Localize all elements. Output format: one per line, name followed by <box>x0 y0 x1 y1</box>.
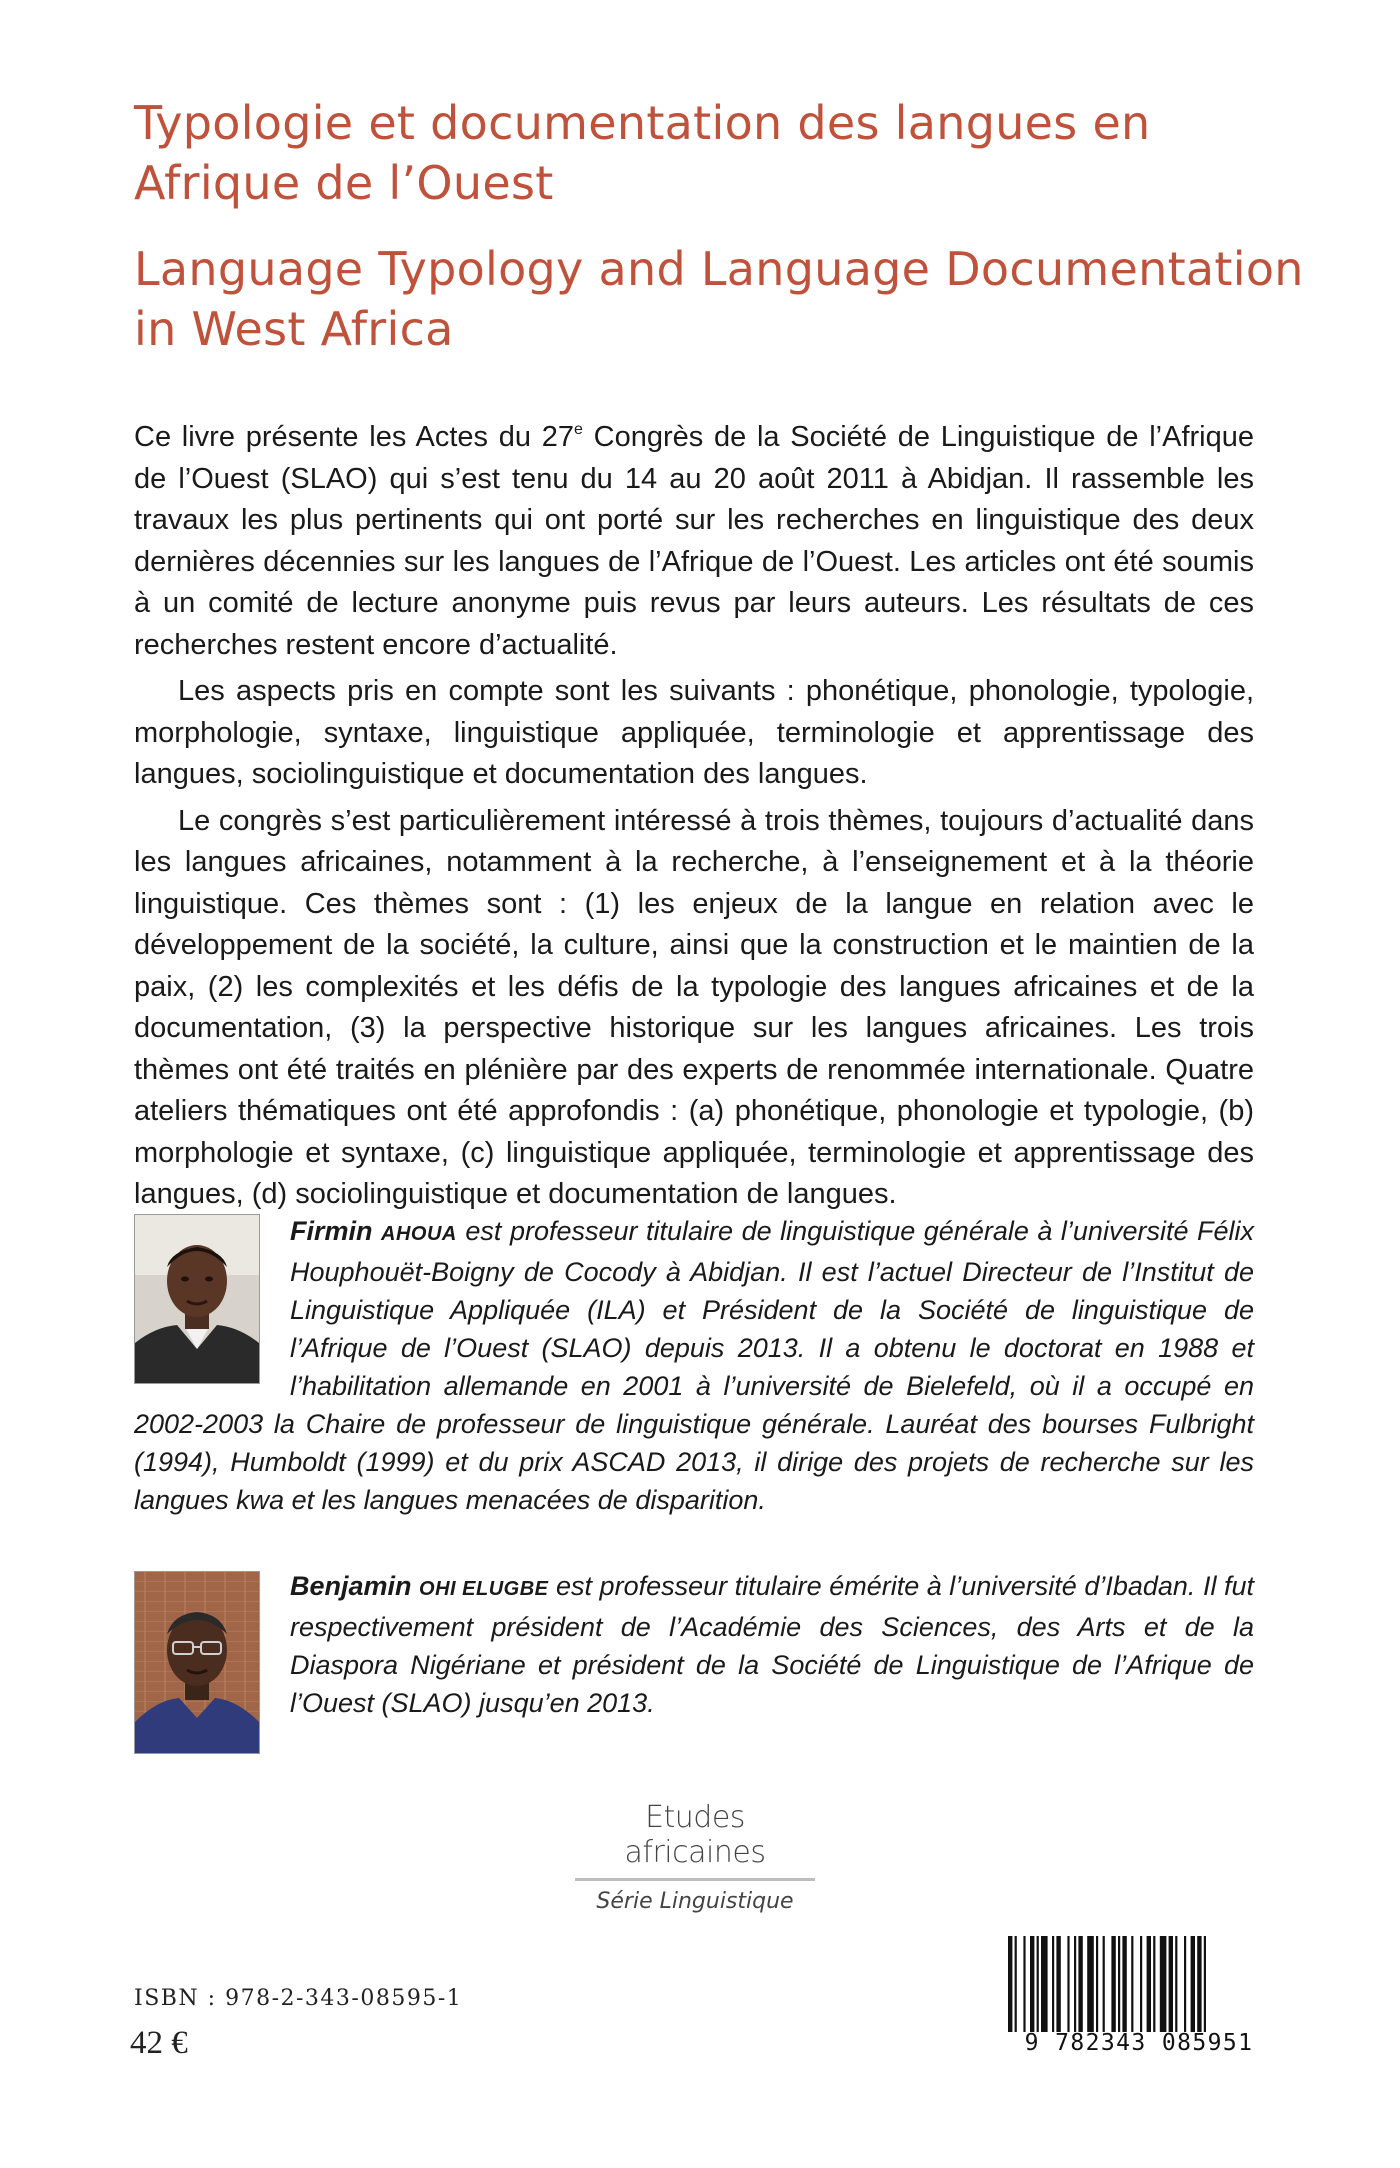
title-english: Language Typology and Language Documentation in West Africa <box>134 242 1304 356</box>
barcode-bar <box>1030 1936 1034 2032</box>
barcode-bar <box>1197 1936 1201 2032</box>
barcode-bar <box>1052 1936 1054 2032</box>
barcode-bar <box>1037 1936 1039 2032</box>
series-logo <box>575 1800 815 1914</box>
isbn: ISBN : 978-2-343-08595-1 <box>134 1986 463 2011</box>
author-bio-1: Firmin AHOUA est professeur titulaire de linguistique générale à l’université Félix Houphouët-Boigny de Cocody à Abidjan. Il est l’actuel Directeur de l’Institut de Linguistique Appliquée (ILA) et Président de la Société de linguistique de l’Afrique de l’Ouest (SLAO) depuis 2013. Il a obtenu le doctorat en 1988 et l’habilitation allemande en 2001 à l’université de Bielefeld, où il a occupé en 2002-2003 la Chaire de professeur de linguistique générale. Lauréat des bourses Fulbright (1994), Humboldt (1999) et du prix ASCAD 2013, il dirige des projets de recherche sur les langues kwa et les langues menacées de disparition. <box>134 1216 1254 1515</box>
barcode-digits: 9 782343 085951 <box>1024 2030 1254 2056</box>
barcode-bar <box>1096 1936 1098 2032</box>
barcode-bar <box>1041 1936 1048 2032</box>
barcode-bar <box>1153 1936 1155 2032</box>
series-name: Etudes africaines <box>575 1800 815 1881</box>
barcode-bar <box>1023 1936 1025 2032</box>
barcode-bar <box>1118 1936 1120 2032</box>
barcode-bar <box>1184 1936 1186 2032</box>
barcode-bar <box>1078 1936 1082 2032</box>
barcode-bar <box>1067 1936 1069 2032</box>
barcode-bar <box>1175 1936 1177 2032</box>
barcode-bar <box>1008 1936 1012 2032</box>
barcode-bar <box>1169 1936 1173 2032</box>
title-french: Typologie et documentation des langues en Afrique de l’Ouest <box>134 96 1151 210</box>
summary-paragraph-1: Ce livre présente les Actes du 27e Congrès de la Société de Linguistique de l’Afrique de l’Ouest (SLAO) qui s’est tenu du 14 au 20 août 2011 à Abidjan. Il rassemble les travaux les plus pertinents qui ont porté sur les recherches en linguistique des deux dernières décennies sur les langues de l’Afrique de l’Ouest. Les articles ont été soumis à un comité de lecture anonyme puis revus par leurs auteurs. Les résultats de ces recherches restent encore d’actualité. <box>134 421 1254 661</box>
author-photo-1 <box>134 1214 260 1384</box>
barcode-bar <box>1191 1936 1195 2032</box>
barcode-bar <box>1131 1936 1133 2032</box>
author-photo-2 <box>134 1571 260 1754</box>
barcode-bar <box>1111 1936 1115 2032</box>
barcode-bar <box>1122 1936 1126 2032</box>
barcode-bar <box>1087 1936 1094 2032</box>
price: 42 € <box>130 2025 188 2061</box>
barcode-bar <box>1160 1936 1167 2032</box>
barcode-bar <box>1074 1936 1076 2032</box>
barcode-bar <box>1204 1936 1206 2032</box>
barcode-bar <box>1015 1936 1017 2032</box>
author-bio-2: Benjamin OHI ELUGBE est professeur titulaire émérite à l’université d’Ibadan. Il fut respectivement président de l’Académie des Sciences, des Arts et de la Diaspora Nigériane et président de la Société de Linguistique de l’Afrique de l’Ouest (SLAO) jusqu’en 2013. <box>134 1567 1254 1760</box>
summary-paragraph-3: Le congrès s’est particulièrement intéressé à trois thèmes, toujours d’actualité dans les langues africaines, notamment à la recherche, à l’enseignement et à la théorie linguistique. Ces thèmes sont : (1) les enjeux de la langue en relation avec le développement de la société, la culture, ainsi que la construction et le maintien de la paix, (2) les complexités et les défis de la typologie des langues africaines et de la documentation, (3) la perspective historique sur les langues africaines. Les trois thèmes ont été traités en plénière par des experts de renommée internationale. Quatre ateliers thématiques ont été approfondis : (a) phonétique, phonologie et typologie, (b) morphologie et syntaxe, (c) linguistique appliquée, terminologie et apprentissage des langues, (d) sociolinguistique et documentation de langues. <box>134 804 1254 1210</box>
barcode-bar <box>1147 1936 1151 2032</box>
series-subtitle: Série Linguistique <box>596 1889 794 1914</box>
barcode-bar <box>1140 1936 1142 2032</box>
barcode-bar <box>1103 1936 1105 2032</box>
back-cover-summary <box>134 417 1254 1221</box>
barcode-icon <box>1008 1936 1270 2032</box>
barcode-block <box>998 1928 1280 2064</box>
barcode-bar <box>1056 1936 1060 2032</box>
summary-paragraph-2: Les aspects pris en compte sont les suivants : phonétique, phonologie, typologie, morphologie, syntaxe, linguistique appliquée, terminologie et apprentissage des langues, sociolinguistique et documentation des langues. <box>134 675 1254 790</box>
